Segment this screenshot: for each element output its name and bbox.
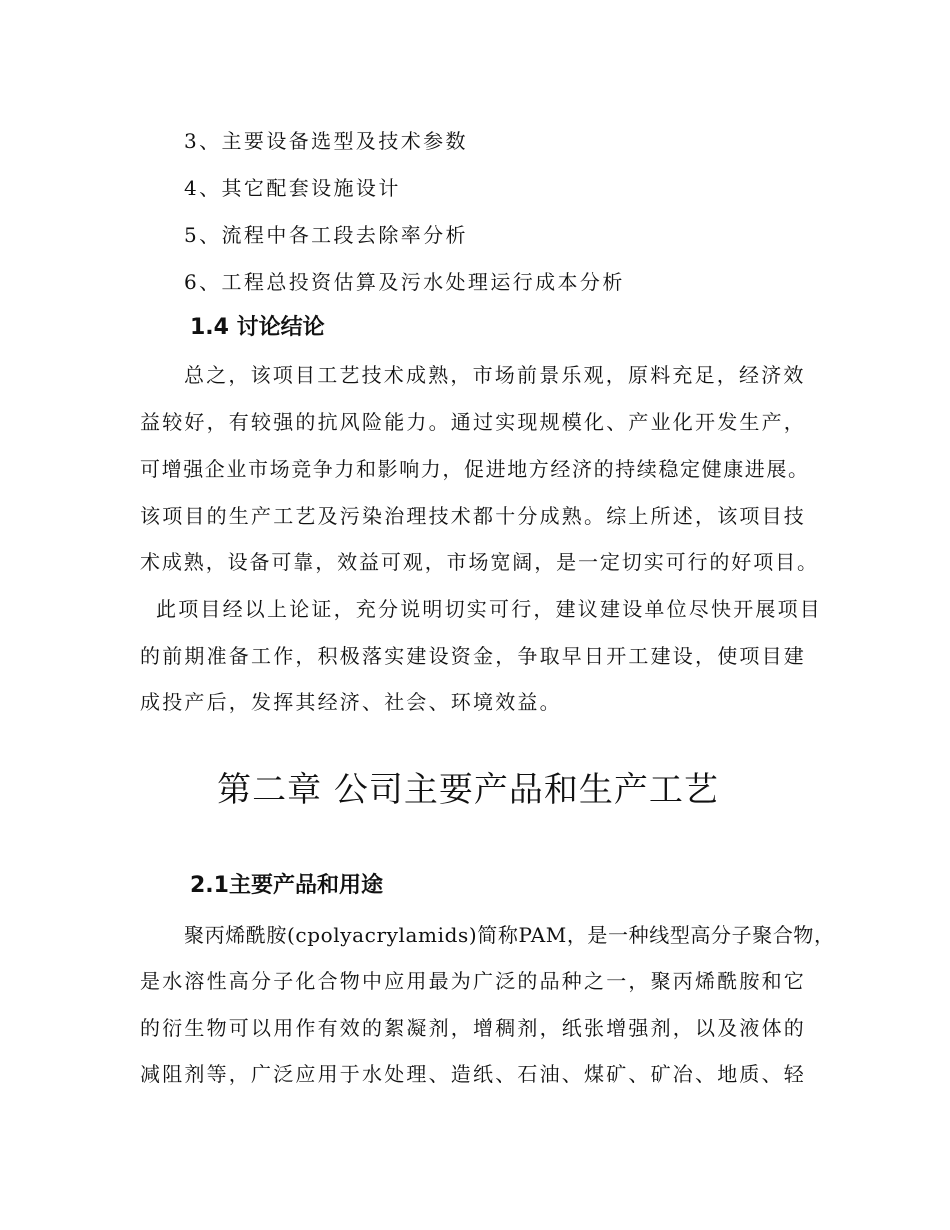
paragraph-line: 术成熟，设备可靠，效益可观，市场宽阔，是一定切实可行的好项目。: [140, 550, 819, 574]
paragraph-line: 此项目经以上论证，充分说明切实可行，建议建设单位尽快开展项目: [156, 597, 822, 621]
list-item: 6、工程总投资估算及污水处理运行成本分析: [184, 270, 625, 294]
chapter-heading: 第二章 公司主要产品和生产工艺: [217, 770, 719, 810]
paragraph-line: 的前期准备工作，积极落实建设资金，争取早日开工建设，使项目建: [140, 644, 806, 668]
list-item: 3、主要设备选型及技术参数: [184, 129, 468, 153]
paragraph-line: 总之，该项目工艺技术成熟，市场前景乐观，原料充足，经济效: [184, 363, 806, 387]
paragraph-line: 成投产后，发挥其经济、社会、环境效益。: [140, 690, 562, 714]
list-item: 5、流程中各工段去除率分析: [184, 223, 468, 247]
section-heading-1-4: 1.4 讨论结论: [190, 315, 325, 340]
paragraph-line: 该项目的生产工艺及污染治理技术都十分成熟。综上所述，该项目技: [140, 504, 806, 528]
paragraph-line: 减阻剂等，广泛应用于水处理、造纸、石油、煤矿、矿冶、地质、轻: [140, 1062, 806, 1086]
paragraph-line: 的衍生物可以用作有效的絮凝剂，增稠剂，纸张增强剂，以及液体的: [140, 1016, 806, 1040]
paragraph-line: 是水溶性高分子化合物中应用最为广泛的品种之一，聚丙烯酰胺和它: [140, 969, 806, 993]
paragraph-line: 可增强企业市场竞争力和影响力，促进地方经济的持续稳定健康进展。: [140, 457, 810, 481]
list-item: 4、其它配套设施设计: [184, 176, 401, 200]
paragraph-line: 聚丙烯酰胺(cpolyacrylamids)简称PAM，是一种线型高分子聚合物，: [184, 923, 835, 947]
paragraph-line: 益较好，有较强的抗风险能力。通过实现规模化、产业化开发生产，: [140, 410, 806, 434]
section-heading-2-1: 2.1主要产品和用途: [190, 873, 383, 898]
